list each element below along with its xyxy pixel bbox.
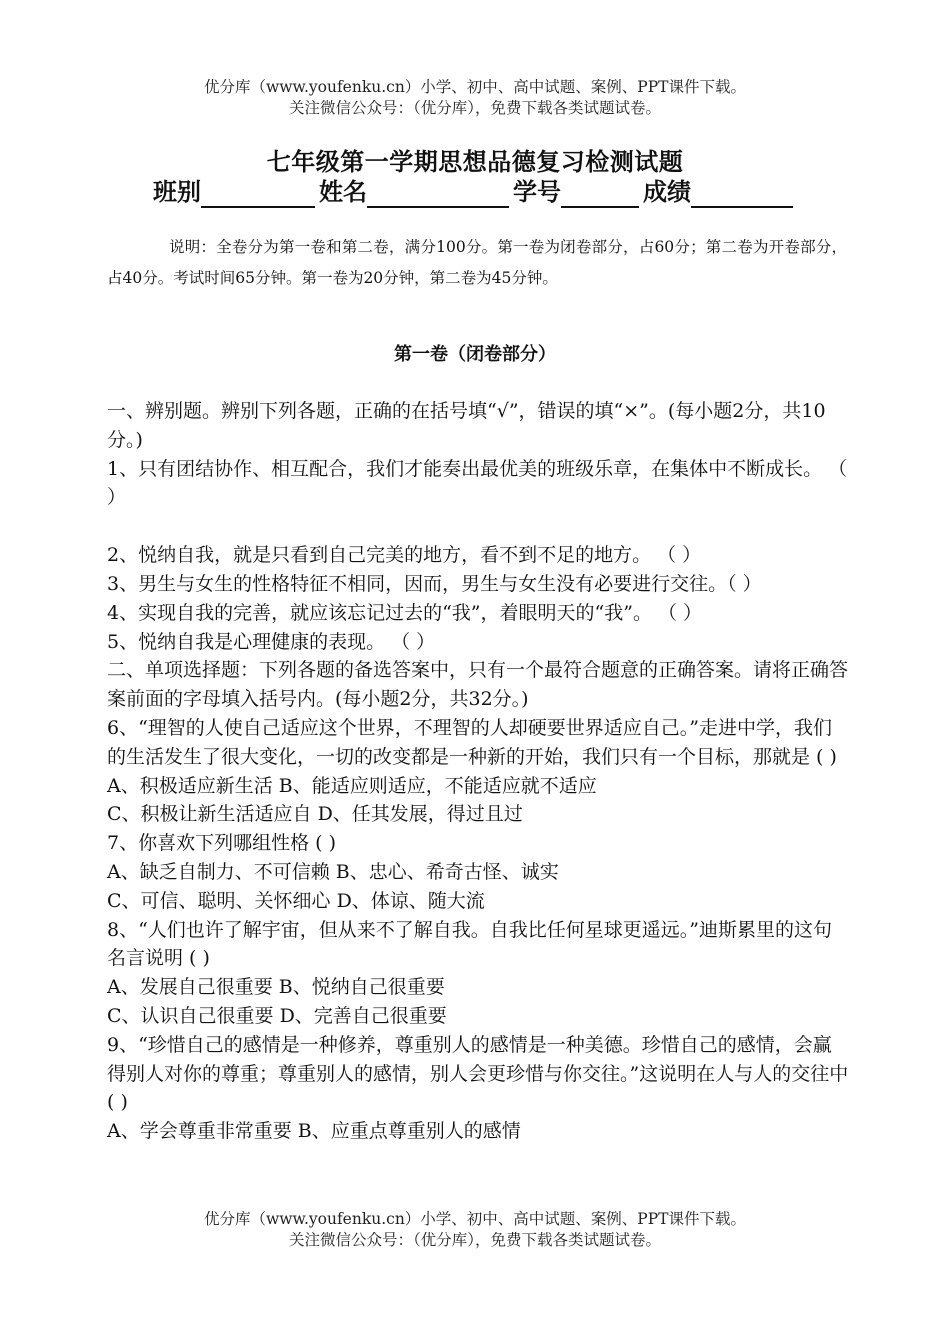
number-label: 学号 [513, 177, 561, 206]
page-footer [0, 1209, 950, 1251]
header-line-2: 关注微信公众号：（优分库），免费下载各类试题试卷。 [288, 99, 661, 117]
page-header [0, 77, 950, 119]
spacer [107, 512, 849, 541]
question-5: 5、悦纳自我是心理健康的表现。 （ ） [107, 630, 436, 653]
question-6-options-ab: A、积极适应新生活 B、能适应则适应，不能适应就不适应 [107, 774, 597, 797]
question-1: 1、只有团结协作、相互配合，我们才能奏出最优美的班级乐章，在集体中不断成长。 （ ） [107, 457, 848, 509]
exam-instructions: 说明：全卷分为第一卷和第二卷，满分100分。第一卷为闭卷部分，占60分；第二卷为开卷部分，占40分。考试时间65分钟。第一卷为20分钟，第二卷为45分钟。 [107, 238, 847, 287]
question-2: 2、悦纳自我，就是只看到自己完美的地方，看不到不足的地方。 （ ） [107, 544, 702, 567]
question-8-options-cd: C、认识自己很重要 D、完善自己很重要 [107, 1004, 447, 1027]
score-blank[interactable] [691, 180, 793, 208]
question-7-options-cd: C、可信、聪明、关怀细心 D、体谅、随大流 [107, 889, 485, 912]
footer-line-1: 优分库（www.youfenku.cn）小学、初中、高中试题、案例、PPT课件下载。 [203, 1210, 747, 1228]
header-line-1: 优分库（www.youfenku.cn）小学、初中、高中试题、案例、PPT课件下载。 [203, 78, 747, 96]
question-3: 3、男生与女生的性格特征不相同，因而，男生与女生没有必要进行交往。（ ） [107, 572, 762, 595]
name-label: 姓名 [319, 177, 367, 206]
class-label: 班别 [153, 177, 201, 206]
question-4: 4、实现自我的完善，就应该忘记过去的“我”，着眼明天的“我”。 （ ） [107, 601, 703, 624]
exam-title: 七年级第一学期思想品德复习检测试题 [266, 147, 684, 176]
section-title: 第一卷（闭卷部分） [394, 344, 556, 365]
part1-intro: 一、辨别题。辨别下列各题，正确的在括号填“√”，错误的填“×”。(每小题2分，共10分。) [107, 400, 826, 451]
question-9-options-ab: A、学会尊重非常重要 B、应重点尊重别人的感情 [107, 1120, 521, 1143]
question-6-options-cd: C、积极让新生活适应自 D、任其发展，得过且过 [107, 803, 523, 826]
question-7: 7、你喜欢下列哪组性格 ( ) [107, 832, 336, 855]
footer-line-2: 关注微信公众号：（优分库），免费下载各类试题试卷。 [288, 1231, 661, 1249]
part2-intro: 二、单项选择题：下列各题的备选答案中，只有一个最符合题意的正确答案。请将正确答案前面的字母填入括号内。(每小题2分，共32分。) [107, 659, 849, 711]
number-blank[interactable] [561, 180, 639, 208]
student-info-fields [0, 176, 950, 208]
question-body [107, 397, 849, 1146]
question-7-options-ab: A、缺乏自制力、不可信赖 B、忠心、希奇古怪、诚实 [107, 860, 559, 883]
score-label: 成绩 [643, 177, 691, 206]
name-blank[interactable] [367, 180, 509, 208]
question-9: 9、“珍惜自己的感情是一种修养，尊重别人的感情是一种美德。珍惜自己的感情，会赢得别人对你的尊重；尊重别人的感情，别人会更珍惜与你交往。”这说明在人与人的交往中 ( ) [107, 1033, 849, 1114]
question-6: 6、“理智的人使自己适应这个世界，不理智的人却硬要世界适应自己。”走进中学，我们的生活发生了很大变化，一切的改变都是一种新的开始，我们只有一个目标，那就是 ( ) [107, 716, 837, 768]
question-8: 8、“人们也许了解宇宙，但从来不了解自我。自我比任何星球更遥远。”迪斯累里的这句名言说明 ( ) [107, 918, 833, 970]
class-blank[interactable] [201, 180, 315, 208]
question-8-options-ab: A、发展自己很重要 B、悦纳自己很重要 [107, 976, 445, 999]
